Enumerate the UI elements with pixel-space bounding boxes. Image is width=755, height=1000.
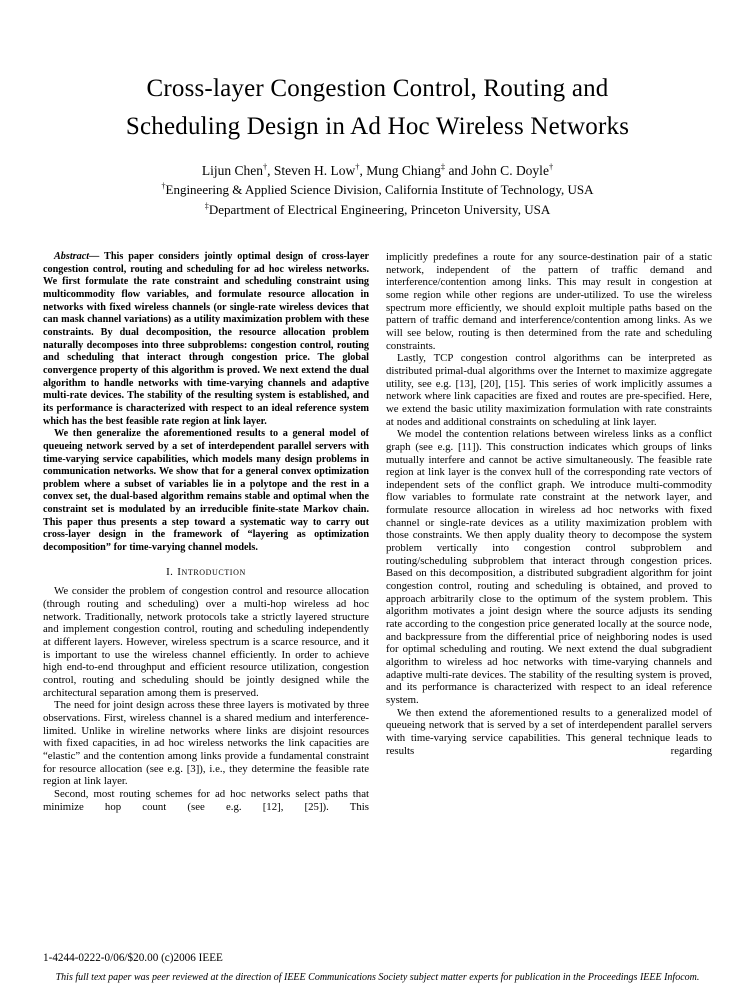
author-line [0,161,755,180]
intro-paragraph-1: We consider the problem of congestion control and resource allocation (through routing and scheduling) over a multi-hop wireless ad hoc network. Traditionally, network protocols take a strictly layered structure and implement congestion control, routing and scheduling independently at different layers. However, wireless spectrum is a scarce resource, and it is important to use the wireless channel efficiently. In order to achieve high end-to-end throughput and efficient resource utilization, congestion control, routing and scheduling should be jointly designed while the architectural separation among them is preserved. [43,585,369,699]
intro-paragraph-3-partial: Second, most routing schemes for ad hoc networks select paths that minimize hop count (see e.g. [12], [25]). This [43,787,369,813]
section-heading-introduction [43,566,369,579]
author-superscript: ‡ [204,201,209,211]
abstract-text-1: This paper considers jointly optimal design of cross-layer congestion control, routing and scheduling for ad hoc wireless networks. We first formulate the rate constraint and scheduling constraint using multicommodity flow variables, and formulate resource allocation in networks with fixed wireless channels (or single-rate wireless devices that can mask channel variations) as a utility maximization problem with these constraints. By dual decomposition, the resource allocation problem naturally decomposes into three subproblems: congestion control, routing and scheduling that interact through congestion price. The global convergence property of this algorithm is proved. We next extend the dual algorithm to handle networks with time-varying channels and adaptive multi-rate devices. The stability of the resulting system is established, and its performance is characterized with respect to an ideal reference system which has the best feasible rate region at link layer. [43,251,369,427]
intro-paragraph-6-partial: We then extend the aforementioned results to a generalized model of queueing network that is served by a set of interdependent parallel servers with time-varying service capabilities. This general technique leads to results regarding [386,706,712,757]
section-title: Introduction [177,565,246,578]
intro-paragraph-5: We model the contention relations between wireless links as a conflict graph (see e.g. [11]). This construction indicates which groups of links mutually interfere and cannot be active simultaneously. The feasible rate region at link layer is the convex hull of the corresponding rate vectors of independent sets of the conflict graph. We introduce multi-commodity flow variables to formulate rate constraint at the network layer, and formulate resource allocation in wireless ad hoc networks with fixed channel or single-rate devices as a utility maximization problem with those constraints. We then apply duality theory to decompose the system problem vertically into congestion control subproblem and routing/scheduling subproblem that interact through congestion prices. Based on this decomposition, a distributed subgradient algorithm for joint congestion control, routing and scheduling is obtained, and proved to approach arbitrarily close to the optimum of the system problem. This algorithm motivates a joint design where the source adjusts its sending rate according to the congestion price generated locally at the source node, and backpressure from the differential price of neighboring nodes is used for optimal scheduling and routing. We next extend the dual subgradient algorithm to wireless ad hoc networks with time-varying channels and adaptive multi-rate devices. The stability of the resulting system is proved, and its performance is characterized with respect to an ideal reference system. [386,428,712,706]
peer-review-note: This full text paper was peer reviewed at the direction of IEEE Communications Society subject matter experts for publication in the Proceedings IEEE Infocom. [55,972,700,983]
author-superscript: † [548,162,554,172]
left-column [43,251,369,951]
paper-title-line-1: Cross-layer Congestion Control, Routing and [146,75,609,102]
text-segment: Engineering & Applied Science Division, California Institute of Technology, USA [165,182,594,197]
intro-paragraph-4: Lastly, TCP congestion control algorithms can be interpreted as distributed primal-dual algorithms over the Internet to maximize aggregate utility, see e.g. [13], [20], [15]. This series of work implicitly assumes a network where link capacities are fixed and routes are pre-specified. Here, we extend the basic utility maximization formulation with rate constraints at nodes and additional constraints on scheduling at link layer. [386,352,712,428]
intro-paragraph-3-continued: implicitly predefines a route for any source-destination pair of a static network, independent of the pattern of traffic demand and interference/contention among links. This may result in congestion at some region while other regions are under-utilized. To use the wireless spectrum more efficiently, we should exploit multiple paths based on the pattern of traffic demand and interference/contention among links. As we will see below, routing is then determined from the rate and scheduling constraints. [386,251,712,352]
author-superscript: ‡ [440,162,446,172]
abstract-paragraph-2: We then generalize the aforementioned results to a general model of queueing network served by a set of interdependent parallel servers with time-varying service capabilities, which models many design problems in communication networks. We show that for a general convex optimization problem where a subset of variables lie in a polytope and the rest in a convex set, the dual-based algorithm remains stable and optimal when the constraint set is modulated by an irreducible finite-state Markov chain. This paper thus presents a step toward a systematic way to carry out cross-layer design in the framework of “layering as optimization decomposition” for time-varying channel models. [43,428,369,554]
text-segment: Department of Electrical Engineering, Princeton University, USA [208,201,551,217]
affiliation-caltech [0,180,755,200]
section-number: I. [166,565,174,578]
affiliation-princeton [0,200,755,220]
abstract-paragraph-1 [43,251,369,428]
paper-header [0,70,755,219]
paper-title [0,70,755,145]
author-superscript: † [262,162,268,172]
intro-paragraph-2: The need for joint design across these three layers is motivated by three observations. First, wireless channel is a shared medium and interference-limited. Unlike in wireline networks where links are disjoint resources with fixed capacities, in ad hoc wireless networks the link capacities are “elastic” and the contention among links provide a fundamental constraint for resource allocation (see e.g. [3]), i.e., they determine the feasible rate region at link layer. [43,699,369,788]
author-superscript: † [355,162,360,172]
text-segment: and John C. Doyle [445,163,549,178]
right-column [386,251,712,951]
text-segment: , Steven H. Low [267,163,356,178]
abstract-label: Abstract— [54,251,100,262]
text-segment: , Mung Chiang [359,163,441,178]
author-superscript: † [161,181,166,191]
text-segment: Lijun Chen [201,163,263,178]
copyright-notice: 1-4244-0222-0/06/$20.00 (c)2006 IEEE [43,952,223,964]
paper-title-line-2: Scheduling Design in Ad Hoc Wireless Networks [125,112,630,140]
